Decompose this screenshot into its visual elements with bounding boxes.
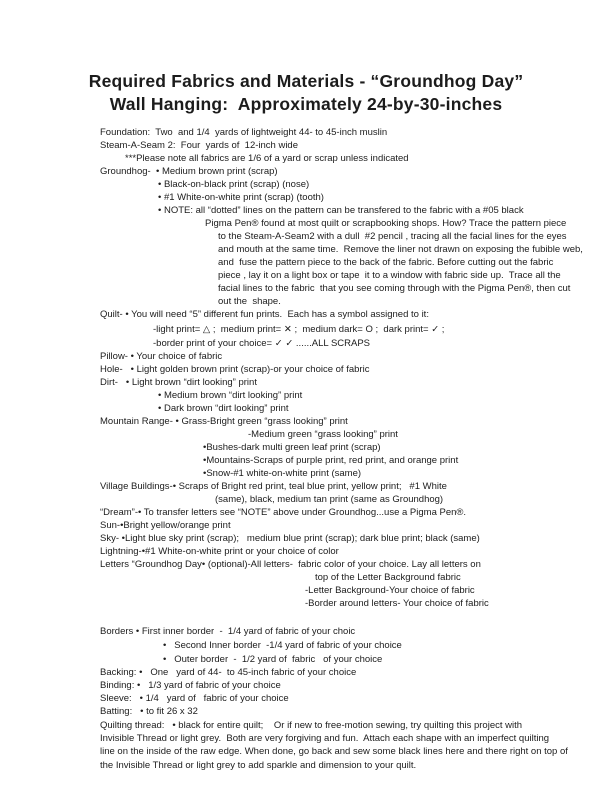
- text-line: • Medium brown “dirt looking” print: [158, 390, 303, 401]
- text-line: Pillow- • Your choice of fabric: [100, 351, 223, 362]
- text-line: -light print= △ ; medium print= ✕ ; medium dark= O ; dark print= ✓ ;: [153, 324, 445, 335]
- text-line: ***Please note all fabrics are 1/6 of a yard or scrap unless indicated: [125, 153, 409, 164]
- text-line: Dirt- • Light brown “dirt looking” print: [100, 377, 257, 388]
- text-line: -border print of your choice= ✓ ✓ ......ALL SCRAPS: [153, 338, 371, 349]
- text-line: Hole- • Light golden brown print (scrap)-or your choice of fabric: [100, 364, 370, 375]
- document-title-line1: Required Fabrics and Materials - “Groundhog Day”: [88, 71, 524, 91]
- text-line: piece , lay it on a light box or tape it to a window with fabric side up. Trace all the: [218, 270, 561, 281]
- text-line: Quilting thread: • black for entire quilt; Or if new to free-motion sewing, try quilting this project with: [100, 720, 523, 731]
- text-line: Binding: • 1/3 yard of fabric of your choice: [100, 680, 281, 691]
- text-line: • Outer border - 1/2 yard of fabric of your choice: [163, 654, 383, 665]
- text-line: Invisible Thread or light grey. Both are very forgiving and fun. Attach each shape with an imperfect quilting: [100, 733, 550, 744]
- text-line: Sleeve: • 1/4 yard of fabric of your choice: [100, 693, 289, 704]
- text-line: Quilt- • You will need “5” different fun prints. Each has a symbol assigned to it:: [100, 309, 429, 320]
- text-line: Sky- •Light blue sky print (scrap); medium blue print (scrap); dark blue print; black (same): [100, 533, 480, 544]
- text-line: Sun-•Bright yellow/orange print: [100, 520, 231, 531]
- text-line: Mountain Range- • Grass-Bright green “grass looking” print: [100, 416, 348, 427]
- text-line: •Bushes-dark multi green leaf print (scrap): [203, 442, 381, 453]
- text-line: top of the Letter Background fabric: [315, 572, 461, 583]
- text-line: Borders • First inner border - 1/4 yard of fabric of your choic: [100, 626, 356, 637]
- text-line: out the shape.: [218, 296, 281, 307]
- text-line: •Snow-#1 white-on-white print (same): [203, 468, 362, 479]
- text-line: Groundhog- • Medium brown print (scrap): [100, 166, 278, 177]
- text-line: • Dark brown “dirt looking” print: [158, 403, 289, 414]
- document-title-line2: Wall Hanging: Approximately 24-by-30-inches: [109, 94, 503, 114]
- text-line: facial lines to the fabric that you see coming through with the Pigma Pen®, then cut: [218, 283, 571, 294]
- text-line: Backing: • One yard of 44- to 45-inch fabric of your choice: [100, 667, 357, 678]
- text-line: (same), black, medium tan print (same as Groundhog): [215, 494, 444, 505]
- text-line: • Second Inner border -1/4 yard of fabric of your choice: [163, 640, 402, 651]
- text-line: Pigma Pen® found at most quilt or scrapbooking shops. How? Trace the pattern piece: [205, 218, 567, 229]
- text-line: and mouth at the same time. Remove the liner not drawn on exposing the fubible web,: [218, 244, 583, 255]
- text-line: to the Steam-A-Seam2 with a dull #2 pencil , tracing all the facial lines for the eyes: [218, 231, 567, 242]
- document-title: [0, 70, 612, 116]
- document-body: [100, 126, 584, 772]
- text-line: • #1 White-on-white print (scrap) (tooth): [158, 192, 324, 203]
- text-line: • NOTE: all “dotted” lines on the pattern can be transfered to the fabric with a #05 black: [158, 205, 524, 216]
- text-line: the Invisible Thread or light grey to add sparkle and dimension to your quilt.: [100, 760, 417, 771]
- text-line: Foundation: Two and 1/4 yards of lightweight 44- to 45-inch muslin: [100, 127, 388, 138]
- text-line: -Border around letters- Your choice of fabric: [305, 598, 489, 609]
- text-line: •Mountains-Scraps of purple print, red print, and orange print: [203, 455, 459, 466]
- text-line: Batting: • to fit 26 x 32: [100, 706, 198, 717]
- text-line: • Black-on-black print (scrap) (nose): [158, 179, 310, 190]
- text-line: Letters “Groundhog Day• (optional)-All letters- fabric color of your choice. Lay all letters on: [100, 559, 481, 570]
- text-line: “Dream”-• To transfer letters see “NOTE” above under Groundhog...use a Pigma Pen®.: [100, 507, 467, 518]
- text-line: -Medium green “grass looking” print: [248, 429, 398, 440]
- text-line: -Letter Background-Your choice of fabric: [305, 585, 475, 596]
- text-line: Steam-A-Seam 2: Four yards of 12-inch wide: [100, 140, 298, 151]
- text-line: Village Buildings-• Scraps of Bright red print, teal blue print, yellow print; #1 White: [100, 481, 447, 492]
- text-line: Lightning-•#1 White-on-white print or your choice of color: [100, 546, 339, 557]
- text-line: and fuse the pattern piece to the back of the fabric. Before cutting out the fabric: [218, 257, 554, 268]
- text-line: line on the inside of the raw edge. When done, go back and sew some black lines here and there right on top of: [100, 746, 568, 757]
